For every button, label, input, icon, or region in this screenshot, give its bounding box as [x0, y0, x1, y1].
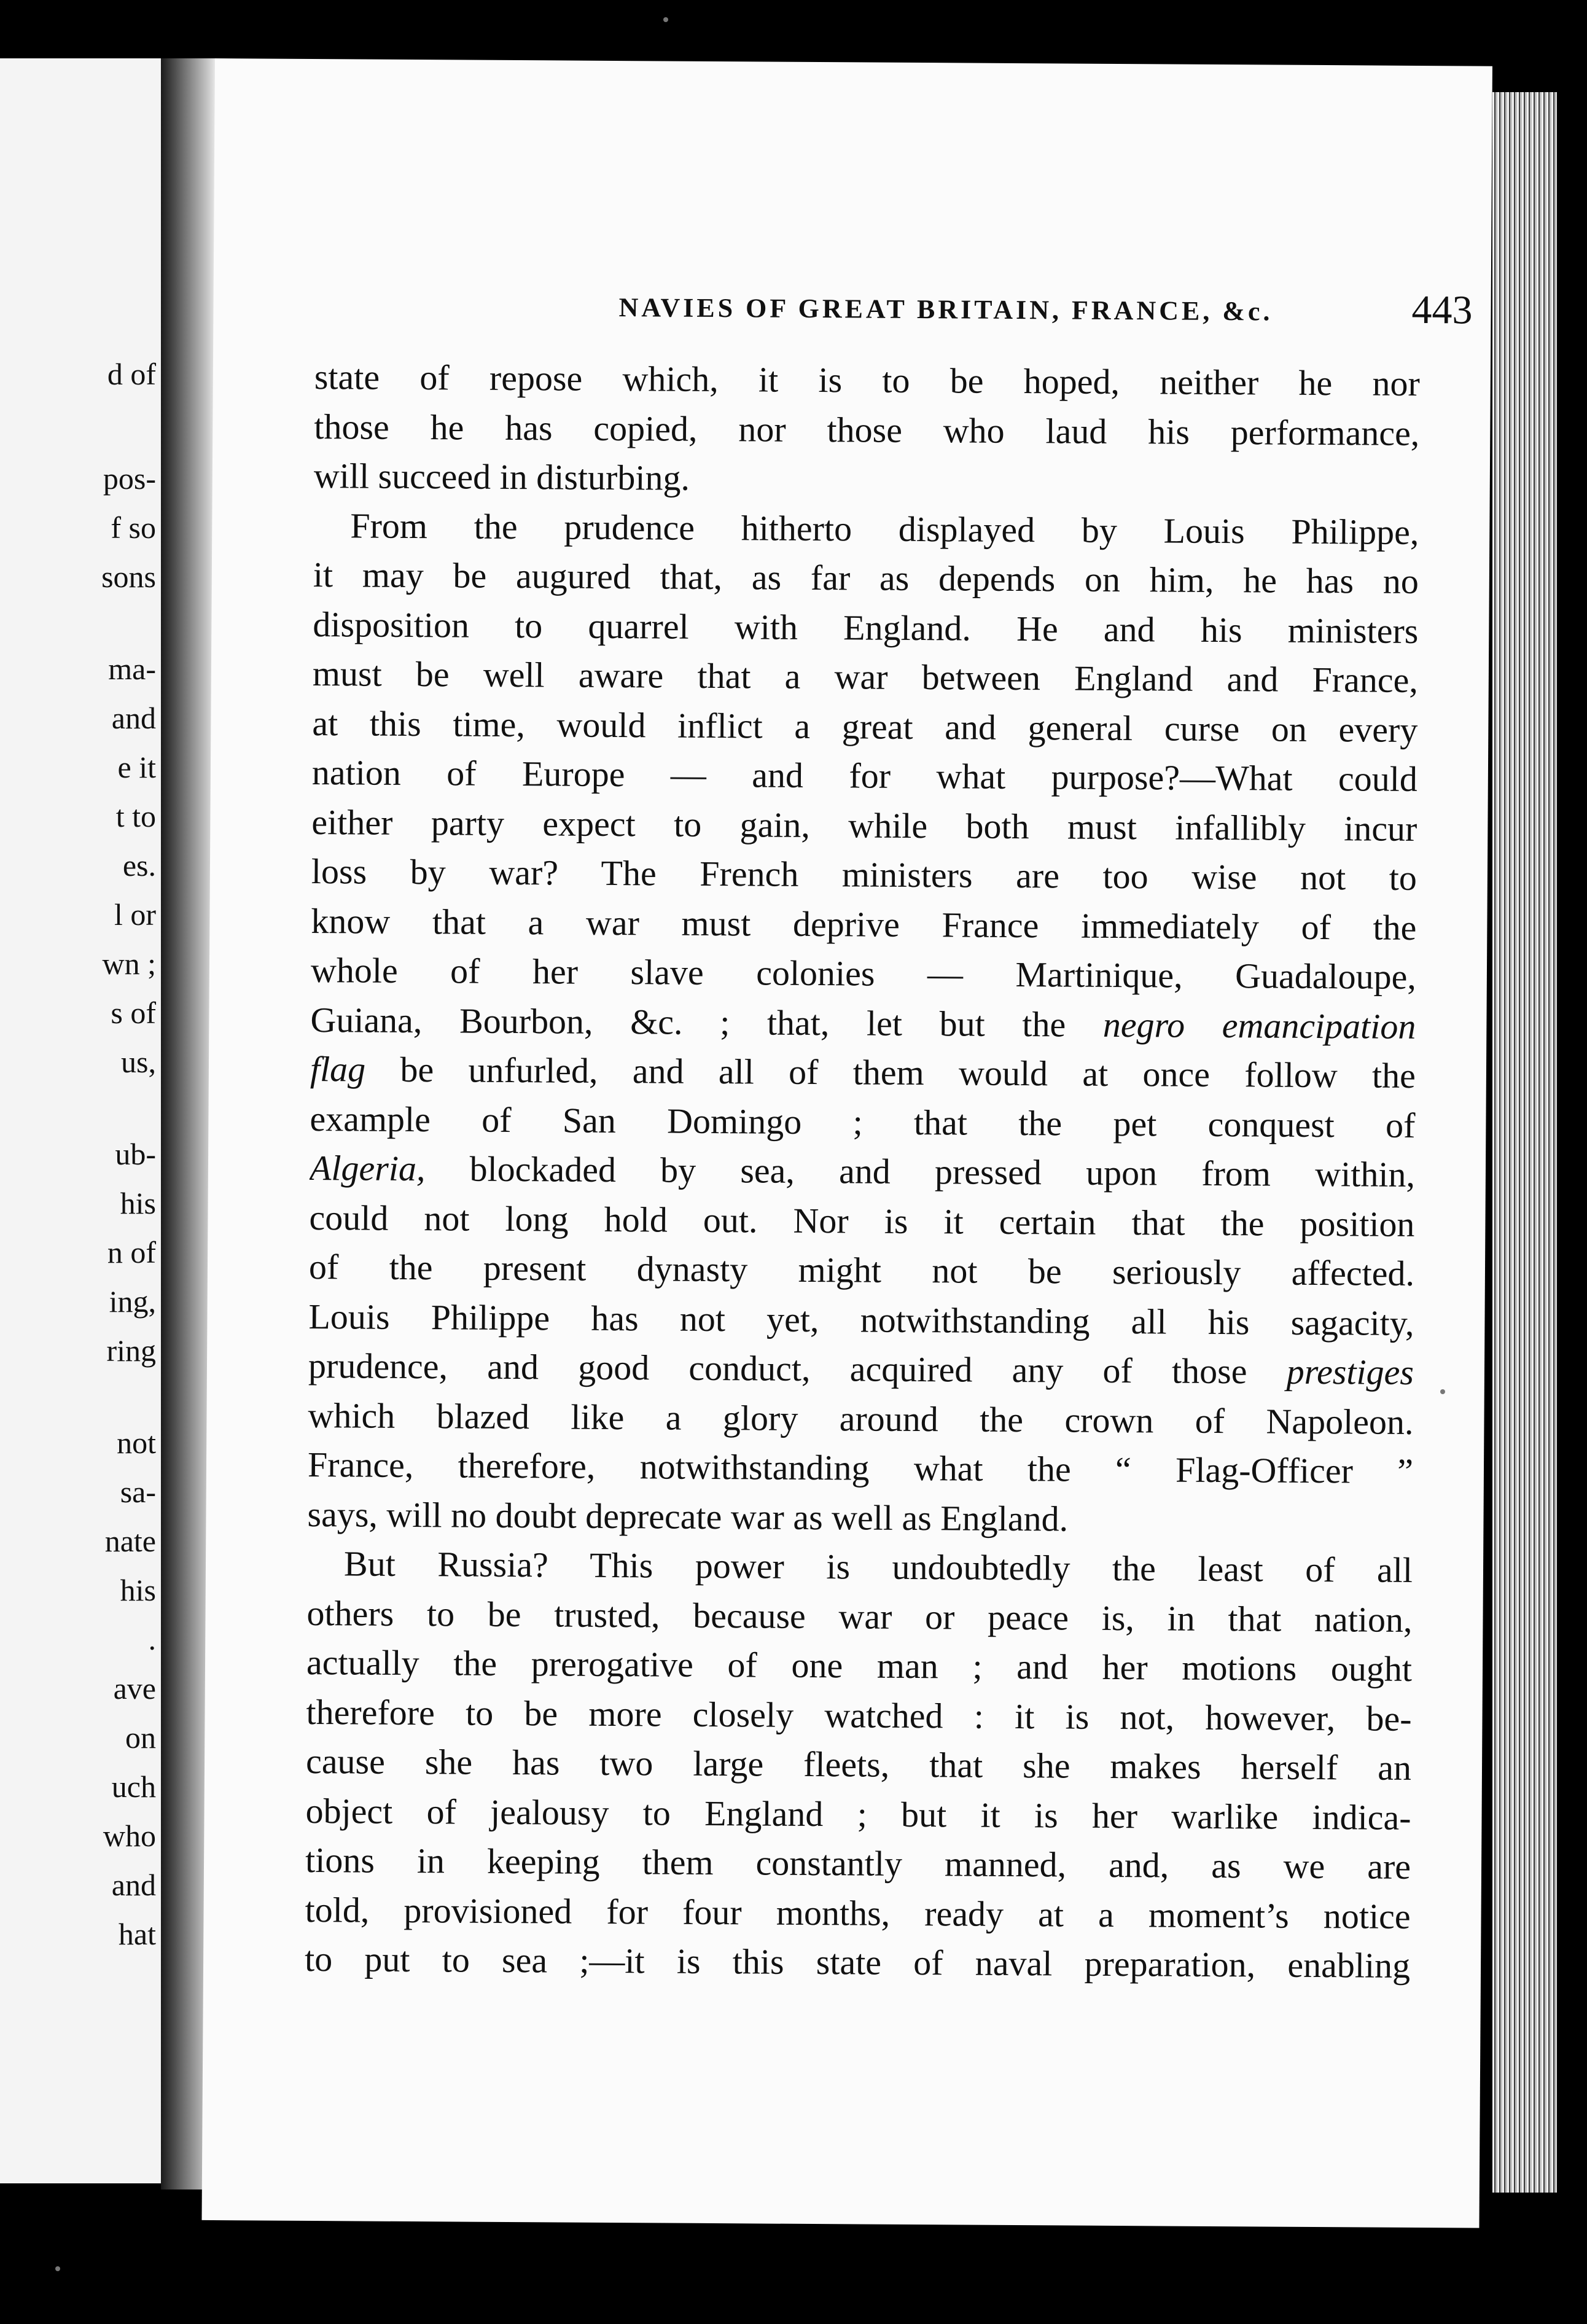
left-fragment: ave — [113, 1671, 156, 1706]
text-line: From the prudence hitherto displayed by Louis Philippe, — [350, 505, 1419, 552]
left-fragment: and — [111, 701, 156, 735]
text-line: know that a war must deprive France immediately of the — [311, 900, 1417, 948]
text-line: tions in keeping them constantly manned, and, as we are — [305, 1839, 1411, 1887]
text-line: will succeed in disturbing. — [313, 455, 690, 498]
left-fragment: nate — [104, 1524, 156, 1558]
scan-speck — [663, 17, 668, 22]
text-line: whole of her slave colonies — Martinique, Guadaloupe, — [310, 949, 1417, 997]
text-line: actually the prerogative of one man ; and her motions ought — [306, 1642, 1413, 1689]
scan-speck — [1440, 1389, 1445, 1394]
left-fragment: hat — [118, 1917, 156, 1951]
left-fragment: uch — [111, 1769, 156, 1804]
text-line: Algeria, blockaded by sea, and pressed upon from within, — [309, 1147, 1416, 1195]
body-text — [305, 353, 1420, 1991]
left-fragment: s of — [111, 996, 156, 1030]
text-line: cause she has two large fleets, that she makes herself an — [305, 1741, 1412, 1788]
left-fragment: es. — [122, 848, 156, 883]
text-line: told, provisioned for four months, ready at a moment’s notice — [305, 1889, 1411, 1936]
page-header — [404, 281, 1473, 343]
left-fragment: sons — [101, 560, 156, 594]
left-fragment: who — [103, 1819, 156, 1853]
text-line: it may be augured that, as far as depends on him, he has no — [313, 554, 1419, 601]
text-line: state of repose which, it is to be hoped, neither he nor — [314, 356, 1421, 404]
left-fragment: pos- — [103, 461, 156, 496]
text-line: could not long hold out. Nor is it certain that the position — [309, 1197, 1415, 1244]
left-fragment: his — [120, 1573, 156, 1607]
text-line: others to be trusted, because war or peace is, in that nation, — [306, 1593, 1413, 1640]
text-line: Louis Philippe has not yet, notwithstanding all his sagacity, — [308, 1296, 1414, 1343]
left-fragment: l or — [114, 897, 156, 932]
text-line: says, will no doubt deprecate war as well as England. — [307, 1494, 1069, 1539]
text-line: nation of Europe — and for what purpose?—What could — [311, 752, 1418, 799]
text-line: those he has copied, nor those who laud his performance, — [314, 406, 1420, 453]
left-fragment: f so — [111, 510, 156, 545]
left-fragment: ma- — [108, 652, 156, 686]
left-fragment: t to — [115, 799, 156, 833]
book-page — [201, 58, 1492, 2228]
left-fragment: and — [111, 1868, 156, 1902]
running-title: NAVIES OF GREAT BRITAIN, FRANCE, &c. — [618, 292, 1273, 327]
left-fragment: us, — [121, 1045, 156, 1079]
text-line: example of San Domingo ; that the pet conquest of — [310, 1098, 1416, 1145]
left-fragment: sa- — [120, 1475, 156, 1509]
left-fragment: his — [120, 1186, 156, 1220]
scan-speck — [55, 2266, 60, 2271]
left-fragment: n of — [107, 1235, 156, 1269]
text-line: must be well aware that a war between England and France, — [312, 653, 1419, 700]
left-page-text-fragments — [0, 58, 161, 2183]
left-fragment: on — [125, 1720, 156, 1755]
text-line: France, therefore, notwithstanding what the “ Flag-Officer ” — [307, 1444, 1414, 1491]
left-fragment: . — [148, 1622, 156, 1656]
left-fragment: wn ; — [102, 946, 156, 981]
text-line: therefore to be more closely watched : it is not, however, be- — [306, 1691, 1412, 1739]
text-line: object of jealousy to England ; but it is her warlike indica- — [305, 1790, 1411, 1838]
text-line: at this time, would inflict a great and general curse on every — [312, 703, 1418, 750]
left-fragment: d of — [107, 357, 156, 391]
left-fragment: not — [117, 1425, 156, 1460]
text-line: which blazed like a glory around the crown of Napoleon. — [308, 1395, 1414, 1442]
text-line: to put to sea ;—it is this state of naval preparation, enabling — [304, 1938, 1411, 1986]
page-number: 443 — [1411, 287, 1473, 333]
text-line: Guiana, Bourbon, &c. ; that, let but the negro emancipation — [310, 999, 1416, 1047]
left-fragment: ring — [106, 1333, 156, 1368]
text-line: loss by war? The French ministers are too wise not to — [311, 851, 1417, 898]
left-fragment: ing, — [109, 1284, 156, 1319]
text-line: But Russia? This power is undoubtedly the least of all — [343, 1543, 1413, 1590]
left-fragment: ub- — [115, 1137, 156, 1171]
text-line: of the present dynasty might not be seriously affected. — [308, 1246, 1415, 1293]
text-line: disposition to quarrel with England. He and his ministers — [313, 604, 1419, 651]
text-line: prudence, and good conduct, acquired any of those prestiges — [308, 1345, 1414, 1392]
text-line: either party expect to gain, while both must infallibly incur — [311, 801, 1417, 849]
page-edges — [1492, 92, 1557, 2193]
left-facing-page — [0, 58, 161, 2183]
text-line: flag be unfurled, and all of them would at once follow the — [310, 1048, 1416, 1096]
left-fragment: e it — [117, 750, 156, 784]
